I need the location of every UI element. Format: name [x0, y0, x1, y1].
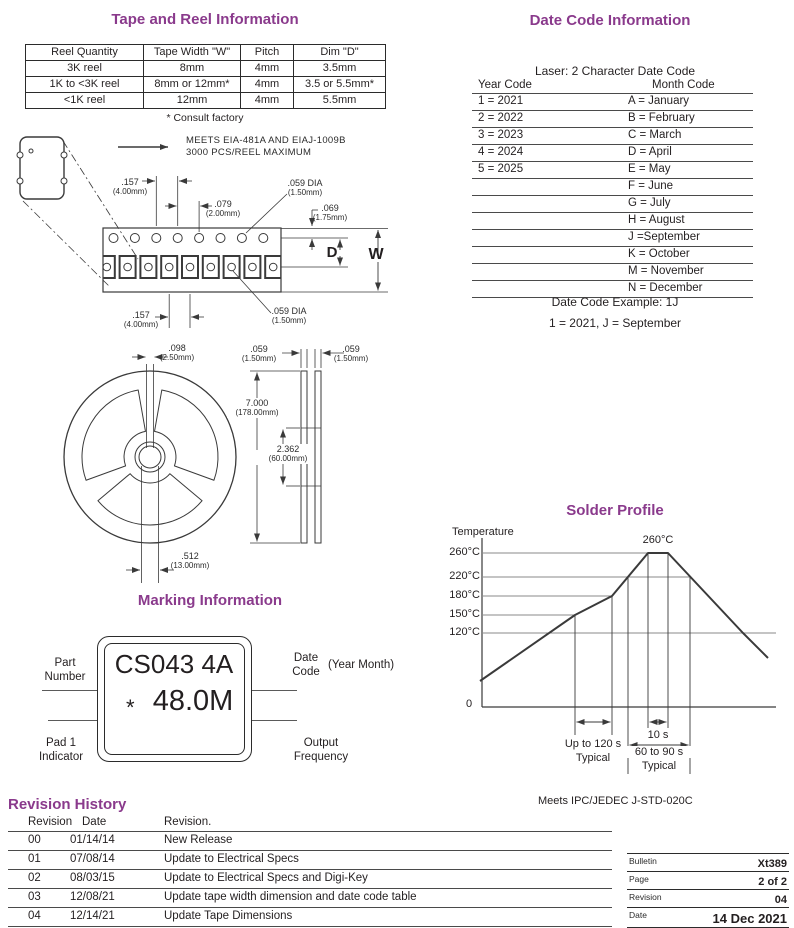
spec-cell: 3.5mm	[294, 61, 386, 77]
document-info-box	[627, 853, 789, 928]
reflow-curve	[480, 553, 768, 681]
info-row-page: Page 2 of 2	[629, 874, 787, 888]
table-row	[26, 77, 386, 93]
table-row: 5 = 2025 E = May	[472, 162, 753, 179]
spec-cell: 5.5mm	[294, 93, 386, 109]
revision-history-table	[8, 814, 612, 927]
ytick-220: 220°C	[446, 570, 480, 582]
tape-strip	[103, 228, 281, 292]
revision-col-header: Revision	[28, 816, 73, 828]
label-pad1-indicator: Pad 1 Indicator	[38, 737, 84, 763]
table-row: F = June	[472, 179, 753, 196]
annotation-typical-1: Typical	[575, 752, 611, 764]
spec-cell: 3.5 or 5.5mm*	[294, 77, 386, 93]
table-row: 1 = 2021 A = January	[472, 94, 753, 111]
dim-label-059-right-flange: .059 (1.50mm)	[333, 344, 369, 363]
dim-label-D: D	[326, 244, 338, 261]
reel-cutouts	[65, 378, 235, 525]
date-code-header-row	[472, 78, 753, 94]
part-number-marking: CS043 4A	[114, 649, 234, 679]
pin1-dot	[29, 149, 33, 153]
projection-line	[23, 201, 110, 287]
dim-label-059-top: .059 DIA (1.50mm)	[287, 178, 323, 197]
table-row: M = November	[472, 264, 753, 281]
spec-cell: <1K reel	[26, 93, 144, 109]
table-row	[26, 93, 386, 109]
dim-label-157-top: .157 (4.00mm)	[112, 177, 148, 196]
label-part-number: Part Number	[44, 657, 86, 683]
spec-header-cell: Dim "D"	[294, 45, 386, 61]
date-code-table	[472, 78, 753, 298]
annotation-up-to-120s: Up to 120 s	[564, 738, 622, 750]
info-row-bulletin: Bulletin Xt389	[629, 856, 787, 870]
spec-cell: 8mm	[144, 61, 241, 77]
revision-history-title: Revision History	[8, 796, 127, 813]
ytick-120: 120°C	[446, 626, 480, 638]
label-date-code: Date Code	[292, 652, 320, 678]
date-code-title: Date Code Information	[529, 12, 691, 29]
meets-spec-line2: 3000 PCS/REEL MAXIMUM	[186, 147, 312, 158]
meets-jedec-note: Meets IPC/JEDEC J-STD-020C	[538, 795, 693, 807]
table-row: 00 01/14/14 New Release	[8, 832, 612, 851]
label-year-month: (Year Month)	[328, 659, 395, 671]
table-row: G = July	[472, 196, 753, 213]
ytick-150: 150°C	[446, 608, 480, 620]
component-pockets	[99, 256, 281, 278]
sprocket-holes	[109, 234, 268, 243]
info-row-revision: Revision 04	[629, 892, 787, 906]
frequency-marking: 48.0M	[152, 685, 234, 717]
date-code-subtitle: Laser: 2 Character Date Code	[534, 64, 696, 78]
table-row: 2 = 2022 B = February	[472, 111, 753, 128]
leader-059-top	[246, 194, 287, 233]
spec-cell: 4mm	[241, 61, 294, 77]
ytick-260: 260°C	[446, 546, 480, 558]
spec-footnote: * Consult factory	[166, 112, 244, 124]
table-row: K = October	[472, 247, 753, 264]
table-row: 4 = 2024 D = April	[472, 145, 753, 162]
spec-cell: 1K to <3K reel	[26, 77, 144, 93]
annotation-typical-2: Typical	[641, 760, 677, 772]
projection-line	[63, 141, 138, 259]
date-code-example-detail: 1 = 2021, J = September	[548, 316, 682, 330]
peak-temp-label: 260°C	[642, 534, 674, 546]
dim-label-059-bottom: .059 DIA (1.50mm)	[271, 306, 307, 325]
reel-flange-right	[315, 371, 321, 543]
dim-label-098: .098 (2.50mm)	[159, 343, 195, 362]
dim-label-512: .512 (13.00mm)	[170, 551, 210, 570]
annotation-10s: 10 s	[647, 729, 669, 741]
annotation-60-90s: 60 to 90 s	[622, 746, 696, 758]
spec-header-cell: Pitch	[241, 45, 294, 61]
spec-cell: 3K reel	[26, 61, 144, 77]
table-row: H = August	[472, 213, 753, 230]
spec-cell: 4mm	[241, 93, 294, 109]
meets-spec-line1: MEETS EIA-481A AND EIAJ-1009B	[186, 135, 346, 146]
spec-cell: 12mm	[144, 93, 241, 109]
tape-reel-spec-table	[25, 44, 386, 109]
dim-label-2362: 2.362 (60.00mm)	[262, 444, 314, 464]
label-output-frequency: Output Frequency	[293, 737, 349, 763]
spec-cell: 8mm or 12mm*	[144, 77, 241, 93]
table-row: 02 08/03/15 Update to Electrical Specs and Digi-Key	[8, 870, 612, 889]
dim-label-059-left-flange: .059 (1.50mm)	[241, 344, 277, 363]
date-col-header: Date	[82, 816, 107, 828]
info-row-date: Date 14 Dec 2021	[629, 910, 787, 926]
table-row: 3 = 2023 C = March	[472, 128, 753, 145]
table-row: 04 12/14/21 Update Tape Dimensions	[8, 908, 612, 927]
temperature-axis-label: Temperature	[452, 526, 514, 538]
year-code-header: Year Code	[478, 79, 532, 91]
spec-header-row	[26, 45, 386, 61]
solder-profile-title: Solder Profile	[566, 502, 664, 519]
marking-title: Marking Information	[137, 592, 283, 609]
ytick-180: 180°C	[446, 589, 480, 601]
pad1-star-marking: *	[126, 695, 135, 720]
revision-header-row	[8, 814, 612, 832]
date-code-example: Date Code Example: 1J	[551, 295, 679, 309]
dim-label-079: .079 (2.00mm)	[205, 199, 241, 218]
dim-label-W: W	[368, 246, 384, 263]
table-row: 01 07/08/14 Update to Electrical Specs	[8, 851, 612, 870]
spec-header-cell: Tape Width "W"	[144, 45, 241, 61]
table-row: J =September	[472, 230, 753, 247]
dim-label-157-bottom: .157 (4.00mm)	[123, 310, 159, 329]
spec-cell: 4mm	[241, 77, 294, 93]
description-col-header: Revision.	[164, 816, 212, 828]
month-code-header: Month Code	[652, 79, 715, 91]
origin-label: 0	[466, 698, 473, 710]
package-outline	[20, 137, 64, 199]
table-row: 03 12/08/21 Update tape width dimension and date code table	[8, 889, 612, 908]
dim-label-7000: 7.000 (178.00mm)	[227, 398, 287, 418]
tape-reel-title: Tape and Reel Information	[111, 11, 299, 28]
reel-outline	[64, 371, 236, 543]
dim-label-069: .069 (1.75mm)	[312, 203, 348, 222]
spec-header-cell: Reel Quantity	[26, 45, 144, 61]
table-row	[26, 61, 386, 77]
table-row: N = December	[472, 281, 753, 298]
